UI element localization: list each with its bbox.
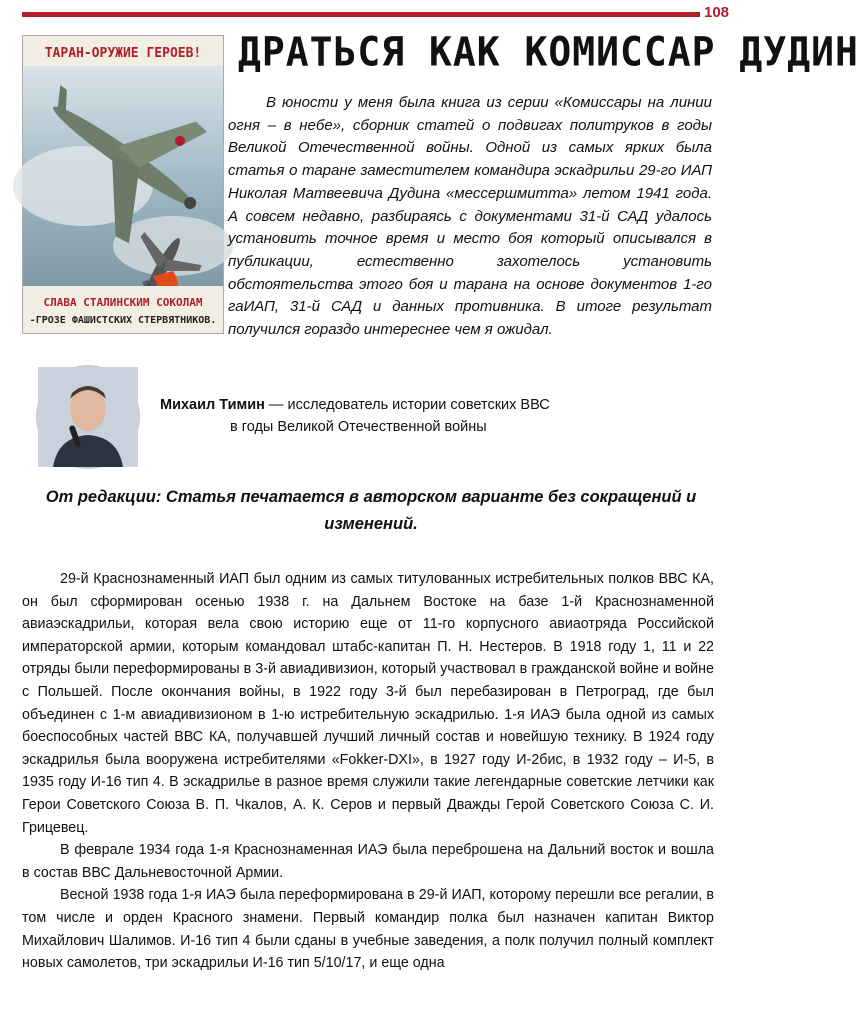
article-intro: В юности у меня была книга из серии «Комиссары на линии огня – в небе», сборник статей о подвигах политруков в годы Великой Отечественной войны. Одной из самых ярких была статья о таране заместителем командира эскадрильи 29-го ИАП Николая Матвеевича Дудина «мессершмитта» летом 1941 года. А совсем недавно, разбираясь с документами 31-й САД удалось установить точное время и место боя который описывался в публикации, естественно захотелось установить обстоятельства этого боя и тарана на основе документов 1-го гаИАП, 31-й САД и данных противника. В итоге результат получился гораздо интереснее чем я ожидал. [228,94,712,339]
body-paragraph: Весной 1938 года 1-я ИАЭ была переформирована в 29-й ИАП, которому перешли все регалии, в том числе и орден Красного знамени. Первый командир полка был назначен капитан Виктор Михайлович Шалимов. И-16 тип 4 были сданы в учебные заведения, а полк получил полный комплект новых самолетов, три эскадрильи И-16 тип 5/10/17, и еще одна [22,887,714,972]
body-paragraph: 29-й Краснознаменный ИАП был одним из самых титулованных истребительных полков ВВС КА, он был сформирован осенью 1938 г. на Дальнем Востоке на базе 1-й Краснознаменной авиаэскадрильи, которая вела свою историю еще от 11-го корпусного авиаотряда Российской императорской армии, которым командовал штабс-капитан П. Н. Нестеров. В 1918 году 1, 11 и 22 отряды были переформированы в 3-й авиадивизион, который участвовал в гражданской войне и войне с Польшей. После окончания войны, в 1922 году 3-й был перебазирован в Петроград, где был объединен с 1-м авиадивизионом в 1-ю истребительную эскадрилью. 1-я ИАЭ была одной из самых боеспособных частей ВВС КА, получавшей лучший личный состав и новейшую технику. В 1924 году эскадрилья была вооружена истребителями «Fokker-DXI», в 1927 году И-2бис, в 1932 году – И-5, в 1935 году И-16 тип 4. В эскадрилье в разное время служили такие легендарные советские летчики как Герои Советского Союза В. П. Чкалов, А. К. Серов и первый Дважды Герой Советского Союза С. И. Грицевец. [22,571,714,836]
poster-bottom-text-2: -ГРОЗЕ ФАШИСТСКИХ СТЕРВЯТНИКОВ. [29,315,217,326]
page-number: 108 [704,4,730,21]
author-byline: Михаил Тимин — исследователь истории советских ВВС в годы Великой Отечественной войны [160,397,550,435]
poster-bottom-text-1: СЛАВА СТАЛИНСКИМ СОКОЛАМ [43,296,203,309]
article-body [22,568,714,975]
author-avatar [36,365,140,469]
editor-note: От редакции: Статья печатается в авторском варианте без сокращений и изменений. [45,488,697,533]
poster-top-text: ТАРАН-ОРУЖИЕ ГЕРОЕВ! [44,46,202,61]
body-paragraph: В феврале 1934 года 1-я Краснознаменная ИАЭ была переброшена на Дальний восток и вошла в состав ВВС Дальневосточной Армии. [22,842,714,881]
author-name: Михаил Тимин [160,397,265,413]
header-rule [22,12,700,17]
article-title: ДРАТЬСЯ КАК КОМИССАР ДУДИН [238,28,859,76]
